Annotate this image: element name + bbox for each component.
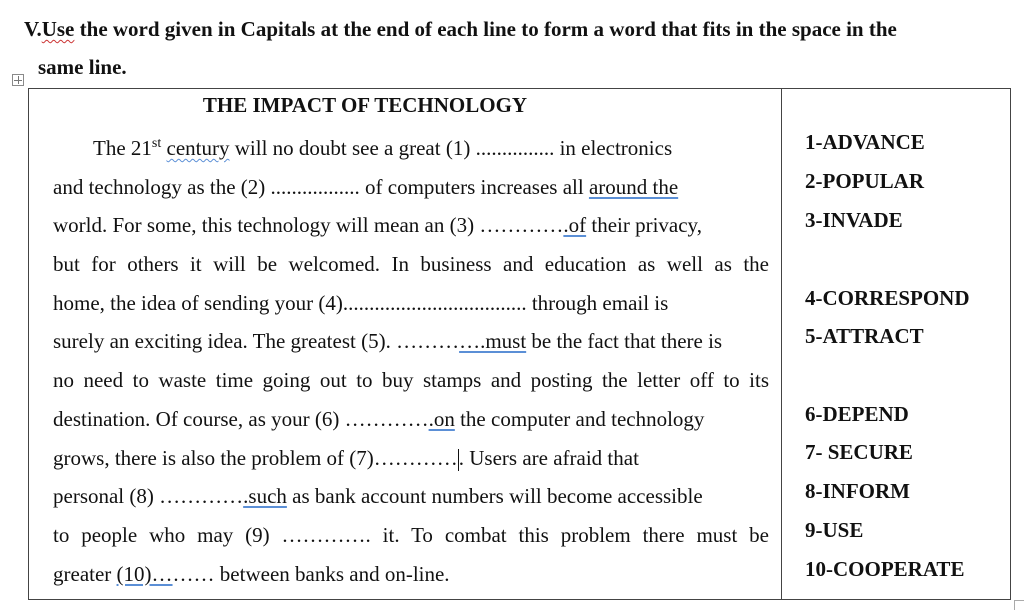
passage-line	[53, 439, 769, 478]
capital-word: 10-COOPERATE	[805, 557, 965, 581]
underlined-word: .on	[428, 406, 455, 431]
capital-word: 6-DEPEND	[805, 402, 909, 426]
text-run: . Users are afraid that	[458, 445, 639, 470]
passage-line	[53, 400, 769, 439]
capital-word: 3-INVADE	[805, 208, 903, 232]
passage-line	[53, 322, 769, 361]
underlined-word: (10)…	[116, 561, 173, 586]
table-move-handle-icon[interactable]	[12, 74, 24, 86]
text-run: surely an exciting idea. The greatest (5). ………	[53, 329, 460, 354]
passage-line	[53, 477, 769, 516]
passage-line	[53, 206, 769, 245]
capital-word: 9-USE	[805, 518, 864, 542]
text-run: greater	[53, 561, 117, 586]
passage-line	[53, 555, 769, 594]
text-run: grows, there is also the problem of (7)…………	[53, 445, 458, 470]
passage-line	[53, 168, 769, 207]
capital-word: 2-POPULAR	[805, 169, 924, 193]
superscript: st	[151, 136, 162, 151]
underlined-word: around the	[588, 174, 679, 199]
passage-title: THE IMPACT OF TECHNOLOGY	[202, 93, 528, 117]
exercise-instructions	[24, 10, 1004, 86]
text-run: be the fact that there is	[526, 329, 723, 354]
capital-word: 7- SECURE	[805, 440, 913, 464]
capital-word: 4-CORRESPOND	[805, 286, 970, 310]
passage-line: to people who may (9) …………. it. To combat this problem there must be	[53, 522, 769, 547]
text-run: the computer and technology	[454, 406, 705, 431]
text-run: world. For some, this technology will mean an (3) …………	[53, 213, 564, 238]
underlined-word: ….must	[459, 329, 527, 354]
text-run: destination. Of course, as your (6) …………	[53, 406, 429, 431]
text-run: The 21	[93, 136, 152, 160]
text-run: will no doubt see a great (1) ............... in electronics	[229, 136, 673, 160]
section-number: V.	[24, 17, 42, 41]
capital-word: 1-ADVANCE	[805, 130, 925, 154]
exercise-table	[28, 88, 1011, 600]
column-divider	[781, 89, 782, 599]
passage-line: home, the idea of sending your (4)................................... through email is	[53, 290, 669, 315]
text-run: personal (8) …………	[53, 484, 244, 509]
text-run: …… between banks and on-line.	[172, 561, 450, 586]
text-run: their privacy,	[586, 213, 702, 238]
passage-line	[53, 129, 769, 168]
instructions-line-2: same line.	[38, 55, 127, 79]
spellcheck-word: Use	[41, 17, 75, 41]
passage-text[interactable]	[53, 129, 769, 593]
instructions-text: the word given in Capitals at the end of each line to form a word that fits in the space in the	[74, 17, 897, 41]
text-run: and technology as the (2) ................. of computers increases all	[53, 174, 589, 199]
capital-word: 5-ATTRACT	[805, 324, 924, 348]
instructions-line-1	[24, 10, 1004, 48]
underlined-word: .of	[563, 213, 587, 238]
capital-word: 8-INFORM	[805, 479, 910, 503]
underlined-word: century	[166, 136, 230, 160]
text-run: as bank account numbers will become accessible	[286, 484, 703, 509]
text-boundary-corner	[1014, 600, 1024, 610]
passage-line: but for others it will be welcomed. In business and education as well as the	[53, 252, 769, 277]
underlined-word: .such	[243, 484, 287, 509]
passage-line: no need to waste time going out to buy stamps and posting the letter off to its	[53, 368, 769, 393]
